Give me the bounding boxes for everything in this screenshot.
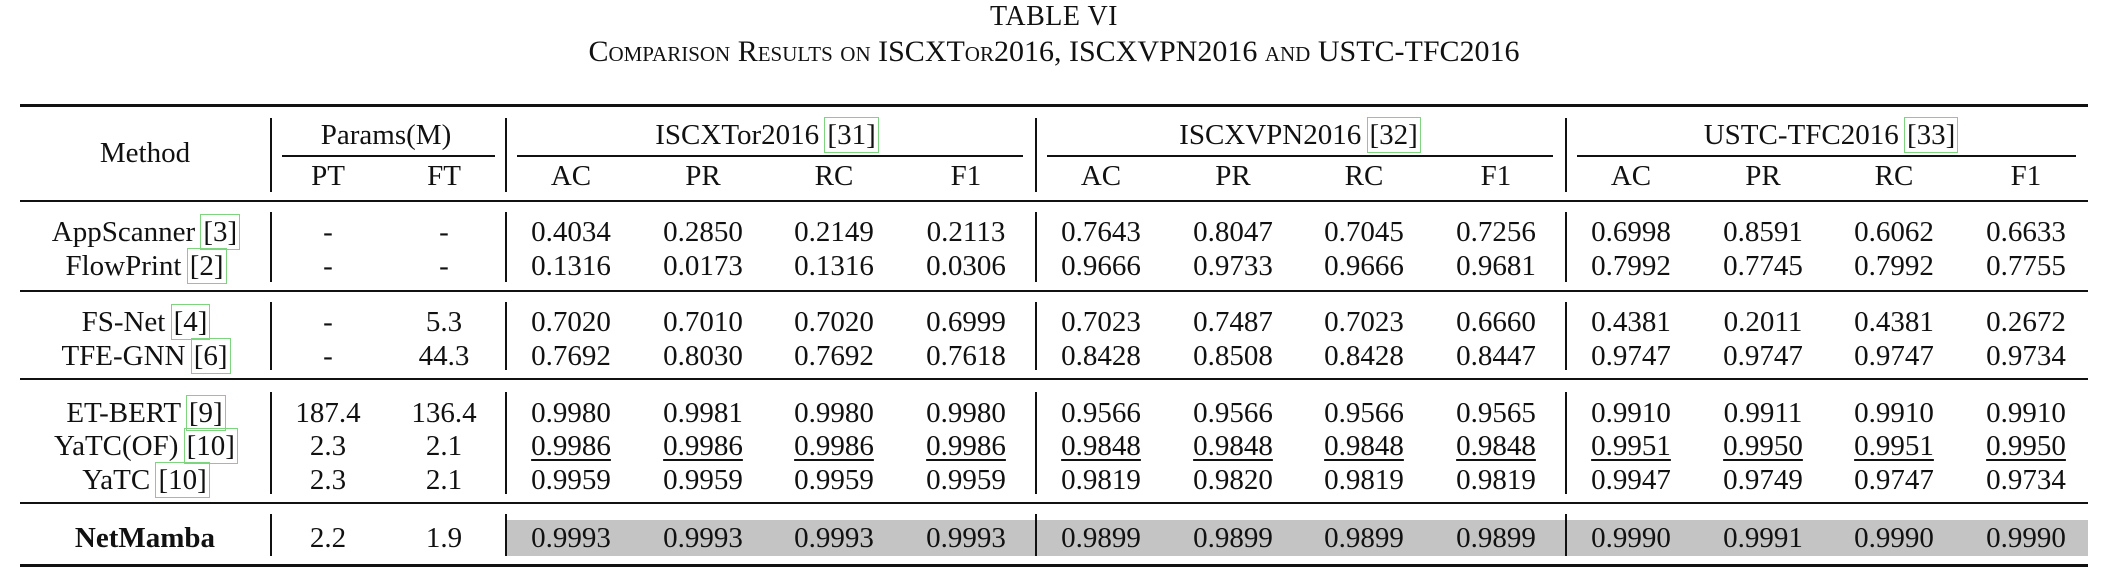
dataset-header [556, 118, 976, 152]
label-text: ISCXTor2016 [655, 119, 827, 151]
params-pt: - [323, 340, 333, 372]
group-rule [20, 290, 2088, 292]
bottom-rule [20, 564, 2088, 567]
metric-value: 0.9993 [926, 522, 1006, 554]
metric-value: 0.9951 [1591, 430, 1671, 462]
citation-link[interactable]: [10] [186, 430, 235, 462]
metric-value: 0.9819 [1061, 464, 1141, 496]
column-separator [1035, 302, 1037, 370]
column-separator [1565, 514, 1567, 556]
params-ft: - [439, 216, 449, 248]
metric-header: RC [1344, 160, 1384, 192]
metric-value: 0.0173 [663, 250, 743, 282]
metric-value: 0.9848 [1061, 430, 1141, 462]
metric-value: 0.6999 [926, 306, 1006, 338]
column-separator [505, 302, 507, 370]
metric-header: PR [1745, 160, 1781, 192]
column-separator [505, 392, 507, 494]
params-group-header: Params(M) [320, 119, 452, 151]
table-caption-title: Comparison Results on ISCXTor2016, ISCXVPN2016 and USTC-TFC2016 [588, 35, 1520, 68]
metric-value: 0.9990 [1986, 522, 2066, 554]
metric-value: 0.9990 [1854, 522, 1934, 554]
metric-value: 0.7023 [1061, 306, 1141, 338]
metric-header: F1 [2010, 160, 2042, 192]
metric-value: 0.9959 [663, 464, 743, 496]
label-text: FS-Net [81, 306, 173, 338]
metric-value: 0.9566 [1193, 397, 1273, 429]
metric-value: 0.9910 [1986, 397, 2066, 429]
group-rule [20, 502, 2088, 504]
method-name [25, 521, 265, 555]
params-pt: - [323, 306, 333, 338]
method-name [25, 305, 265, 339]
method-name [25, 463, 265, 497]
dataset-header [1089, 118, 1509, 152]
metric-value: 0.9986 [531, 430, 611, 462]
params-ft: 5.3 [425, 306, 463, 338]
metric-value: 0.9980 [531, 397, 611, 429]
params-pt: 2.3 [309, 430, 347, 462]
column-separator [1565, 392, 1567, 494]
metric-value: 0.9986 [663, 430, 743, 462]
column-separator [270, 302, 272, 370]
metric-value: 0.9848 [1193, 430, 1273, 462]
metric-header: RC [1874, 160, 1914, 192]
metric-value: 0.9993 [531, 522, 611, 554]
label-text: FlowPrint [65, 250, 189, 282]
params-ft: 44.3 [418, 340, 470, 372]
column-separator [505, 212, 507, 282]
metric-value: 0.7256 [1456, 216, 1536, 248]
column-separator [270, 514, 272, 556]
metric-value: 0.6998 [1591, 216, 1671, 248]
metric-value: 0.4034 [531, 216, 611, 248]
dataset-subrule [1047, 155, 1553, 157]
column-separator [1035, 514, 1037, 556]
metric-value: 0.1316 [531, 250, 611, 282]
params-ft: 2.1 [425, 430, 463, 462]
metric-value: 0.7618 [926, 340, 1006, 372]
citation-link[interactable]: [3] [203, 216, 238, 248]
metric-value: 0.9980 [794, 397, 874, 429]
metric-value: 0.9666 [1324, 250, 1404, 282]
metric-value: 0.7692 [794, 340, 874, 372]
metric-value: 0.9959 [531, 464, 611, 496]
metric-value: 0.9819 [1456, 464, 1536, 496]
dataset-subrule [517, 155, 1023, 157]
citation-link[interactable]: [2] [189, 250, 224, 282]
label-text: USTC-TFC2016 [1703, 119, 1906, 151]
citation-link[interactable]: [6] [193, 340, 228, 372]
metric-value: 0.8508 [1193, 340, 1273, 372]
metric-value: 0.6660 [1456, 306, 1536, 338]
params-col-header: PT [311, 160, 345, 192]
column-separator [1565, 118, 1567, 192]
method-name [25, 396, 265, 430]
metric-value: 0.9981 [663, 397, 743, 429]
metric-value: 0.9666 [1061, 250, 1141, 282]
method-header: Method [99, 137, 191, 169]
metric-value: 0.9747 [1723, 340, 1803, 372]
method-name [25, 339, 265, 373]
metric-value: 0.9993 [663, 522, 743, 554]
metric-value: 0.9959 [794, 464, 874, 496]
label-text: TFE-GNN [61, 340, 193, 372]
metric-value: 0.9950 [1986, 430, 2066, 462]
metric-value: 0.6633 [1986, 216, 2066, 248]
group-rule [20, 378, 2088, 380]
metric-header: RC [814, 160, 854, 192]
params-pt: 2.2 [309, 522, 347, 554]
metric-value: 0.9986 [926, 430, 1006, 462]
metric-value: 0.2149 [794, 216, 874, 248]
metric-value: 0.7643 [1061, 216, 1141, 248]
metric-value: 0.8047 [1193, 216, 1273, 248]
column-separator [270, 118, 272, 192]
metric-value: 0.8428 [1061, 340, 1141, 372]
column-separator [505, 118, 507, 192]
method-name [25, 429, 265, 463]
metric-value: 0.7992 [1591, 250, 1671, 282]
metric-value: 0.7745 [1723, 250, 1803, 282]
metric-value: 0.2850 [663, 216, 743, 248]
metric-value: 0.9980 [926, 397, 1006, 429]
metric-value: 0.4381 [1854, 306, 1934, 338]
metric-value: 0.2672 [1986, 306, 2066, 338]
metric-value: 0.9848 [1456, 430, 1536, 462]
label-text: AppScanner [51, 216, 203, 248]
metric-value: 0.9951 [1854, 430, 1934, 462]
metric-value: 0.9899 [1193, 522, 1273, 554]
metric-header: AC [1080, 160, 1122, 192]
method-name [25, 215, 265, 249]
params-ft: - [439, 250, 449, 282]
metric-value: 0.8428 [1324, 340, 1404, 372]
dataset-subrule [1577, 155, 2076, 157]
column-separator [1565, 302, 1567, 370]
metric-value: 0.9911 [1723, 397, 1803, 429]
column-separator [505, 514, 507, 556]
metric-header: AC [1610, 160, 1652, 192]
citation-link[interactable]: [31] [827, 119, 876, 151]
metric-value: 0.9991 [1723, 522, 1803, 554]
metric-header: F1 [1480, 160, 1512, 192]
params-ft: 2.1 [425, 464, 463, 496]
metric-value: 0.9681 [1456, 250, 1536, 282]
label-text: ISCXVPN2016 [1179, 119, 1369, 151]
metric-value: 0.9990 [1591, 522, 1671, 554]
metric-value: 0.9986 [794, 430, 874, 462]
metric-value: 0.7010 [663, 306, 743, 338]
table-caption-label: TABLE VI [989, 1, 1118, 32]
label-text: YaTC(OF) [54, 430, 186, 462]
metric-value: 0.9819 [1324, 464, 1404, 496]
params-pt: - [323, 250, 333, 282]
metric-value: 0.8447 [1456, 340, 1536, 372]
metric-value: 0.9734 [1986, 340, 2066, 372]
metric-value: 0.9959 [926, 464, 1006, 496]
metric-value: 0.9947 [1591, 464, 1671, 496]
metric-value: 0.0306 [926, 250, 1006, 282]
metric-value: 0.7992 [1854, 250, 1934, 282]
metric-value: 0.9733 [1193, 250, 1273, 282]
citation-link[interactable]: [10] [158, 464, 207, 496]
metric-header: AC [550, 160, 592, 192]
metric-value: 0.9749 [1723, 464, 1803, 496]
label-text: ET-BERT [66, 397, 188, 429]
citation-link[interactable]: [9] [188, 397, 223, 429]
metric-value: 0.2011 [1723, 306, 1803, 338]
params-ft: 136.4 [411, 397, 477, 429]
metric-value: 0.6062 [1854, 216, 1934, 248]
metric-value: 0.9747 [1854, 464, 1934, 496]
metric-value: 0.9848 [1324, 430, 1404, 462]
column-separator [270, 212, 272, 282]
params-ft: 1.9 [425, 522, 463, 554]
metric-value: 0.1316 [794, 250, 874, 282]
metric-header: PR [685, 160, 721, 192]
metric-value: 0.2113 [926, 216, 1006, 248]
params-pt: 2.3 [309, 464, 347, 496]
metric-value: 0.8030 [663, 340, 743, 372]
metric-value: 0.9566 [1324, 397, 1404, 429]
params-pt: 187.4 [295, 397, 361, 429]
metric-value: 0.9566 [1061, 397, 1141, 429]
metric-value: 0.9820 [1193, 464, 1273, 496]
citation-link[interactable]: [33] [1906, 119, 1956, 151]
column-separator [1565, 212, 1567, 282]
metric-value: 0.8591 [1723, 216, 1803, 248]
metric-value: 0.9899 [1456, 522, 1536, 554]
metric-value: 0.9950 [1723, 430, 1803, 462]
column-separator [1035, 118, 1037, 192]
metric-value: 0.9747 [1591, 340, 1671, 372]
metric-value: 0.7487 [1193, 306, 1273, 338]
citation-link[interactable]: [32] [1369, 119, 1418, 151]
metric-value: 0.9747 [1854, 340, 1934, 372]
method-name [25, 249, 265, 283]
metric-header: PR [1215, 160, 1251, 192]
metric-value: 0.9993 [794, 522, 874, 554]
metric-value: 0.9565 [1456, 397, 1536, 429]
label-text: NetMamba [74, 522, 216, 554]
metric-value: 0.7020 [531, 306, 611, 338]
column-separator [1035, 392, 1037, 494]
metric-value: 0.7692 [531, 340, 611, 372]
metric-header: F1 [950, 160, 982, 192]
metric-value: 0.9899 [1324, 522, 1404, 554]
metric-value: 0.7020 [794, 306, 874, 338]
metric-value: 0.9899 [1061, 522, 1141, 554]
metric-value: 0.9734 [1986, 464, 2066, 496]
params-subrule [282, 155, 495, 157]
column-separator [1035, 212, 1037, 282]
dataset-header [1620, 118, 2040, 152]
metric-value: 0.7023 [1324, 306, 1404, 338]
metric-value: 0.7045 [1324, 216, 1404, 248]
metric-value: 0.7755 [1986, 250, 2066, 282]
metric-value: 0.9910 [1854, 397, 1934, 429]
label-text: YaTC [82, 464, 158, 496]
citation-link[interactable]: [4] [173, 306, 208, 338]
metric-value: 0.4381 [1591, 306, 1671, 338]
header-bottom-rule [20, 200, 2088, 202]
column-separator [270, 392, 272, 494]
params-col-header: FT [427, 160, 461, 192]
metric-value: 0.9910 [1591, 397, 1671, 429]
top-rule [20, 104, 2088, 107]
params-pt: - [323, 216, 333, 248]
